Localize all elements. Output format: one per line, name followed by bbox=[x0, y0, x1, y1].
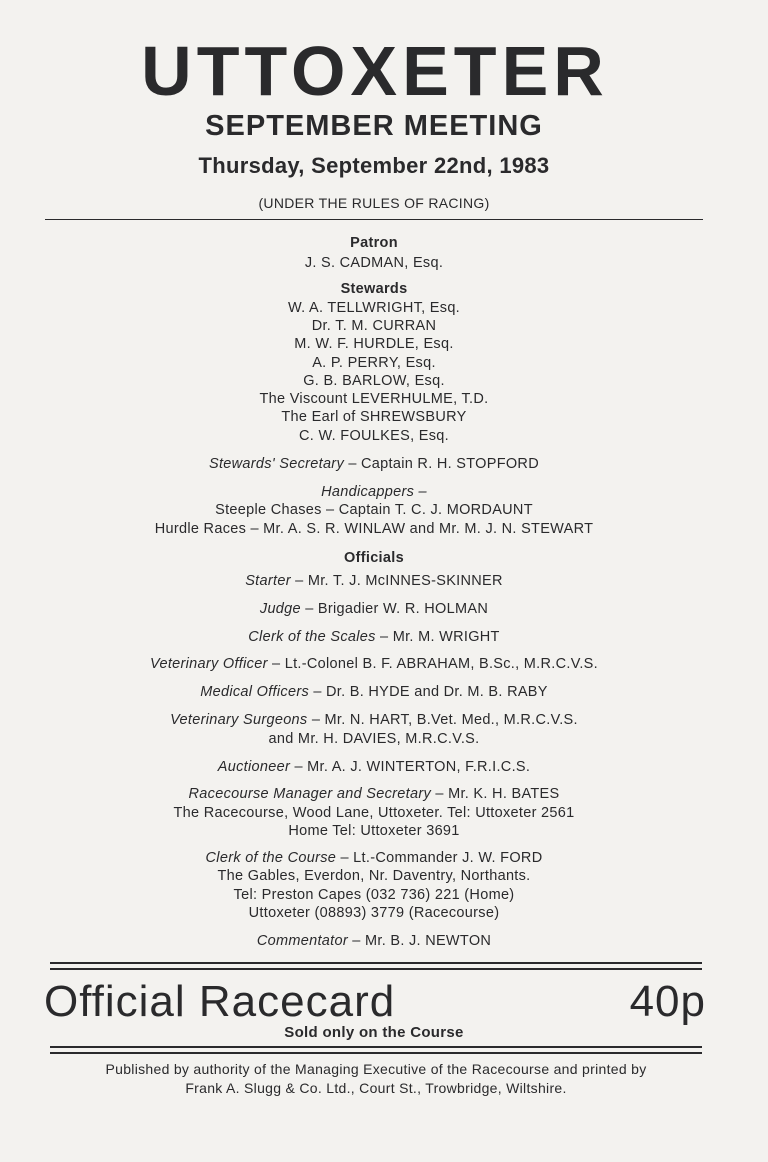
double-divider bbox=[50, 1046, 702, 1054]
role-value: – Mr. B. J. NEWTON bbox=[347, 933, 492, 949]
official-starter bbox=[0, 572, 748, 590]
price: 40p bbox=[629, 977, 706, 1026]
role-value: – Dr. B. HYDE and Dr. M. B. RABY bbox=[309, 684, 548, 700]
official-detail: Home Tel: Uttoxeter 3691 bbox=[288, 823, 460, 839]
steward-name: The Viscount LEVERHULME, T.D. bbox=[259, 391, 489, 407]
role-label: Veterinary Surgeons bbox=[170, 712, 308, 728]
meeting-date: Thursday, September 22nd, 1983 bbox=[198, 153, 550, 178]
double-divider bbox=[50, 962, 702, 970]
role-label: Commentator bbox=[256, 933, 348, 949]
official-commentator bbox=[0, 932, 748, 950]
stewards-heading: Stewards bbox=[340, 281, 408, 297]
official-detail: and Mr. H. DAVIES, M.R.C.V.S. bbox=[268, 731, 480, 747]
official-judge bbox=[0, 600, 748, 618]
official-detail: The Gables, Everdon, Nr. Daventry, Northants. bbox=[217, 868, 531, 884]
role-value: – Brigadier W. R. HOLMAN bbox=[300, 601, 489, 617]
official-vet-officer bbox=[0, 655, 748, 673]
steward-name: M. W. F. HURDLE, Esq. bbox=[294, 336, 454, 352]
role-value: – Mr. N. HART, B.Vet. Med., M.R.C.V.S. bbox=[307, 712, 578, 728]
official-clerk-scales bbox=[0, 628, 748, 646]
official-detail: Uttoxeter (08893) 3779 (Racecourse) bbox=[248, 905, 500, 921]
role-label: Clerk of the Scales bbox=[248, 629, 376, 645]
patron-heading: Patron bbox=[350, 235, 398, 251]
divider bbox=[45, 219, 703, 220]
official-detail: The Racecourse, Wood Lane, Uttoxeter. Tel: Uttoxeter 2561 bbox=[173, 805, 575, 821]
role-label: Stewards' Secretary bbox=[209, 456, 344, 472]
publisher-line: Published by authority of the Managing Executive of the Racecourse and printed by bbox=[105, 1061, 647, 1077]
steward-name: A. P. PERRY, Esq. bbox=[312, 355, 436, 371]
publisher-line: Frank A. Slugg & Co. Ltd., Court St., Trowbridge, Wiltshire. bbox=[185, 1080, 567, 1096]
steward-name: The Earl of SHREWSBURY bbox=[281, 409, 467, 425]
rules-note: (UNDER THE RULES OF RACING) bbox=[258, 195, 490, 211]
role-value: – Lt.-Commander J. W. FORD bbox=[336, 850, 543, 866]
role-label: Judge bbox=[259, 601, 301, 617]
role-label: Veterinary Officer bbox=[150, 656, 268, 672]
official-detail: Tel: Preston Capes (032 736) 221 (Home) bbox=[233, 887, 515, 903]
handicapper-line: Steeple Chases – Captain T. C. J. MORDAUNT bbox=[215, 502, 533, 518]
sold-note: Sold only on the Course bbox=[284, 1024, 464, 1041]
handicapper-line: Hurdle Races – Mr. A. S. R. WINLAW and Mr. M. J. N. STEWART bbox=[154, 521, 594, 537]
page-title: UTTOXETER bbox=[141, 32, 609, 110]
role-label: Racecourse Manager and Secretary bbox=[188, 786, 432, 802]
role-label: Handicappers – bbox=[321, 484, 427, 500]
role-value: – Lt.-Colonel B. F. ABRAHAM, B.Sc., M.R.C.V.S. bbox=[267, 656, 598, 672]
racecard-title: Official Racecard bbox=[44, 977, 396, 1026]
official-clerk-course bbox=[0, 849, 748, 867]
role-value: – Mr. T. J. McINNES-SKINNER bbox=[290, 573, 503, 589]
patron-name: J. S. CADMAN, Esq. bbox=[304, 255, 444, 271]
meeting-subtitle: SEPTEMBER MEETING bbox=[205, 110, 543, 142]
official-medical bbox=[0, 683, 748, 701]
official-manager bbox=[0, 785, 748, 803]
role-value: – Mr. A. J. WINTERTON, F.R.I.C.S. bbox=[290, 759, 531, 775]
role-label: Clerk of the Course bbox=[205, 850, 337, 866]
handicappers-heading bbox=[0, 483, 748, 501]
role-label: Starter bbox=[245, 573, 291, 589]
role-value: – Mr. K. H. BATES bbox=[431, 786, 560, 802]
steward-name: C. W. FOULKES, Esq. bbox=[299, 428, 449, 444]
role-value: – Mr. M. WRIGHT bbox=[375, 629, 500, 645]
role-label: Medical Officers bbox=[200, 684, 309, 700]
steward-name: Dr. T. M. CURRAN bbox=[311, 318, 437, 334]
stewards-secretary bbox=[0, 455, 748, 473]
role-label: Auctioneer bbox=[217, 759, 291, 775]
officials-heading: Officials bbox=[344, 550, 404, 566]
official-vet-surgeons bbox=[0, 711, 748, 729]
official-auctioneer bbox=[0, 758, 748, 776]
steward-name: W. A. TELLWRIGHT, Esq. bbox=[287, 300, 461, 316]
role-value: – Captain R. H. STOPFORD bbox=[344, 456, 539, 472]
steward-name: G. B. BARLOW, Esq. bbox=[303, 373, 445, 389]
